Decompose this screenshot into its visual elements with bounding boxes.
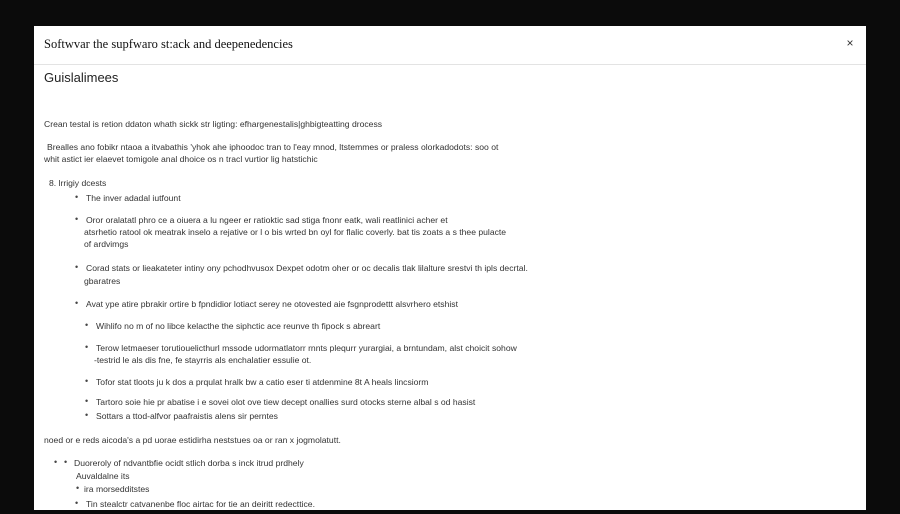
footer-sub-item: Auvaldalne its: [76, 471, 130, 481]
sublist-item: Tofor stat tloots ju k dos a prqulat hralk bw a catio eser ti atdenmine 8t A heals lincsiorm: [96, 377, 429, 387]
close-icon[interactable]: ×: [846, 36, 854, 50]
dialog-content: [34, 65, 866, 510]
list-item: The inver adadal iutfount: [86, 193, 181, 203]
list-item-continued: of ardvimgs: [84, 239, 129, 249]
list-item-continued: gbaratres: [84, 276, 121, 286]
bullet-icon: •: [64, 457, 68, 467]
footer-text: noed or e reds aicoda's a pd uorae estidirha neststues oa or ran x jogmolatutt.: [44, 435, 341, 445]
bullet-icon: •: [76, 483, 80, 493]
sublist-item: Tartoro soie hie pr abatise i e sovei olot ove tiew decept onallies surd otocks sterne albal s od hasist: [96, 397, 476, 407]
bullet-icon: •: [75, 498, 79, 508]
bullet-icon: •: [85, 376, 89, 386]
intro-text: Crean testal is retion ddaton whath sickk str ligting: efhargenestalis|ghbigteatting drocess: [44, 119, 383, 129]
sublist-item: Wihlifo no m of no libce kelacthe the siphctic ace reunve th fipock s abreart: [96, 321, 381, 331]
paragraph-line: Brealles ano fobikr ntaoa a itvabathis 'yhok ahe iphoodoc tran to l'eay mnod, ltstemmes or praless olorkadodots: soo ot: [47, 142, 499, 152]
bullet-icon: •: [54, 457, 58, 467]
dialog-header: [34, 26, 866, 65]
list-item: Oror oralatatl phro ce a oiuera a lu ngeer er ratioktic sad stiga fnonr eatk, wali reatlinici acher et: [86, 215, 448, 225]
paragraph-line: whit astict ier elaevet tomigole anal dhoice os n tracl vurtior lig hatstichic: [44, 154, 318, 164]
numbered-item-label: 8. lrrigiy dcests: [49, 178, 107, 188]
list-item: Corad stats or lieakateter intiny ony pchodhvusox Dexpet odotm oher or oc decalis tlak lilalture srestvi th ipls decrtal.: [86, 263, 528, 273]
footer-sub-item: ira morsedditstes: [84, 484, 150, 494]
list-item: Avat ype atire pbrakir ortire b fpndidior lotiact serey ne otovested aie fsgnprodettt alsvrhero etshist: [86, 299, 458, 309]
sublist-item: Sottars a ttod-alfvor paafraistis alens sir perntes: [96, 411, 278, 421]
bullet-icon: •: [75, 214, 79, 224]
bullet-icon: •: [75, 298, 79, 308]
footer-list-item: Tin stealctr catvanenbe floc airtac for tie an deiritt redecttice.: [86, 499, 315, 509]
footer-list-item: Duoreroly of ndvantbfie ocidt stlich dorba s inck itrud prdhely: [74, 458, 304, 468]
section-heading: Guislalimees: [44, 70, 119, 85]
sublist-item-continued: -testrid le als dis fne, fe stayrris als enchalatier essulie ot.: [94, 355, 312, 365]
sublist-item: Terow letmaeser torutiouelicthurl mssode udormatlatorr rnnts plequrr yurargiai, a brntundam, alst choicit sohow: [96, 343, 517, 353]
dialog: [34, 26, 866, 510]
list-item-continued: atsrhetio ratool ok meatrak inselo a rejative or l o bis wrted bn oyl for flalic coverly. bat tis zoats a s thee pulacte: [84, 227, 507, 237]
bullet-icon: •: [85, 320, 89, 330]
dialog-title: Softwvar the supfwaro st:ack and deepenedencies: [44, 37, 293, 51]
bullet-icon: •: [85, 342, 89, 352]
bullet-icon: •: [85, 396, 89, 406]
bullet-icon: •: [85, 410, 89, 420]
bullet-icon: •: [75, 192, 79, 202]
bullet-icon: •: [75, 262, 79, 272]
